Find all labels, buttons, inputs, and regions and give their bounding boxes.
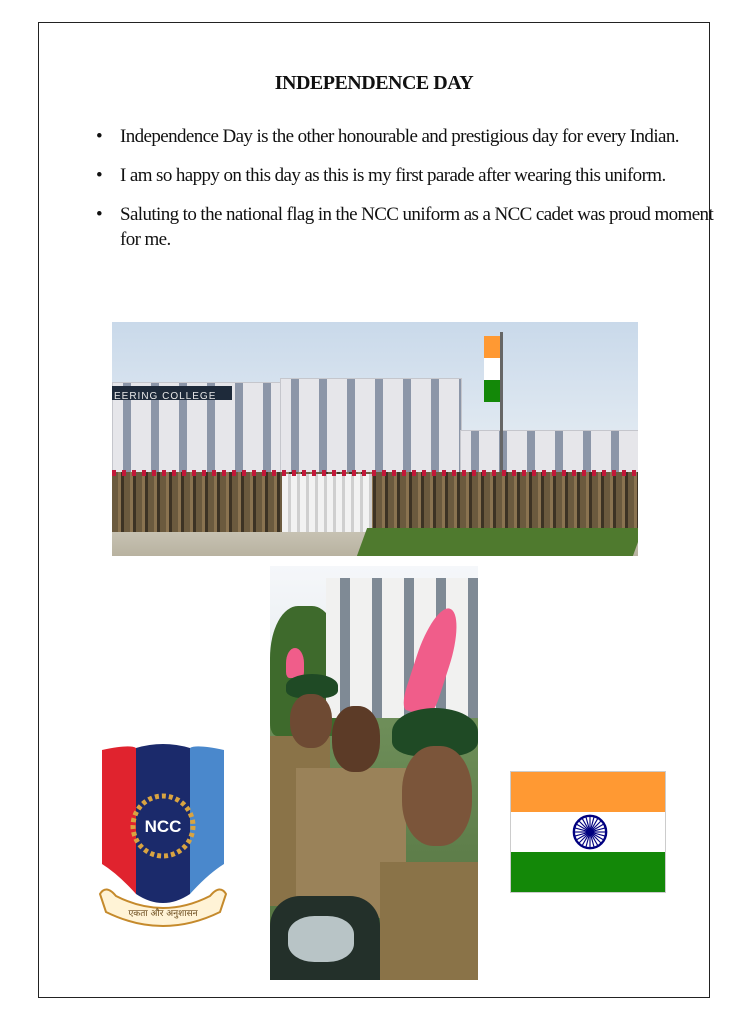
bullet-item: • I am so happy on this day as this is my first parade after wearing this uniform. (96, 163, 718, 188)
lawn (357, 528, 638, 556)
bullet-list (96, 124, 718, 266)
motorbike-headlight (288, 916, 354, 962)
ashoka-chakra-icon (571, 813, 609, 851)
crest-red-panel (102, 746, 136, 894)
cadet-front-face (402, 746, 472, 846)
red-caps (112, 470, 638, 476)
flag-green-band (511, 852, 665, 892)
parade-photo (112, 322, 638, 556)
college-sign (112, 386, 232, 400)
bullet-item: • Saluting to the national flag in the NCC uniform as a NCC cadet was proud moment for me. (96, 202, 718, 252)
crest-blue-panel (190, 746, 224, 894)
cadets-selfie-photo (270, 566, 478, 980)
cadet-left-face (290, 694, 332, 748)
college-building-center (280, 378, 462, 482)
building-background (326, 578, 478, 718)
crest-motto-text: एकता और अनुशासन (128, 909, 198, 919)
bullet-item: • Independence Day is the other honourable and prestigious day for every Indian. (96, 124, 718, 149)
flag-on-pole (484, 336, 500, 402)
flag-saffron-band (511, 772, 665, 812)
indian-flag (510, 771, 666, 893)
crest-ncc-text: NCC (144, 817, 182, 836)
page-title: INDEPENDENCE DAY (274, 72, 474, 94)
ncc-crest-logo (96, 744, 230, 940)
cadet-front-uniform (380, 862, 478, 980)
officer-face (332, 706, 380, 772)
cadet-left-plume (286, 648, 304, 678)
marching-cadets (112, 472, 638, 532)
college-sign-text: EERING COLLEGE (114, 391, 217, 402)
white-uniform-cadets (282, 474, 372, 532)
